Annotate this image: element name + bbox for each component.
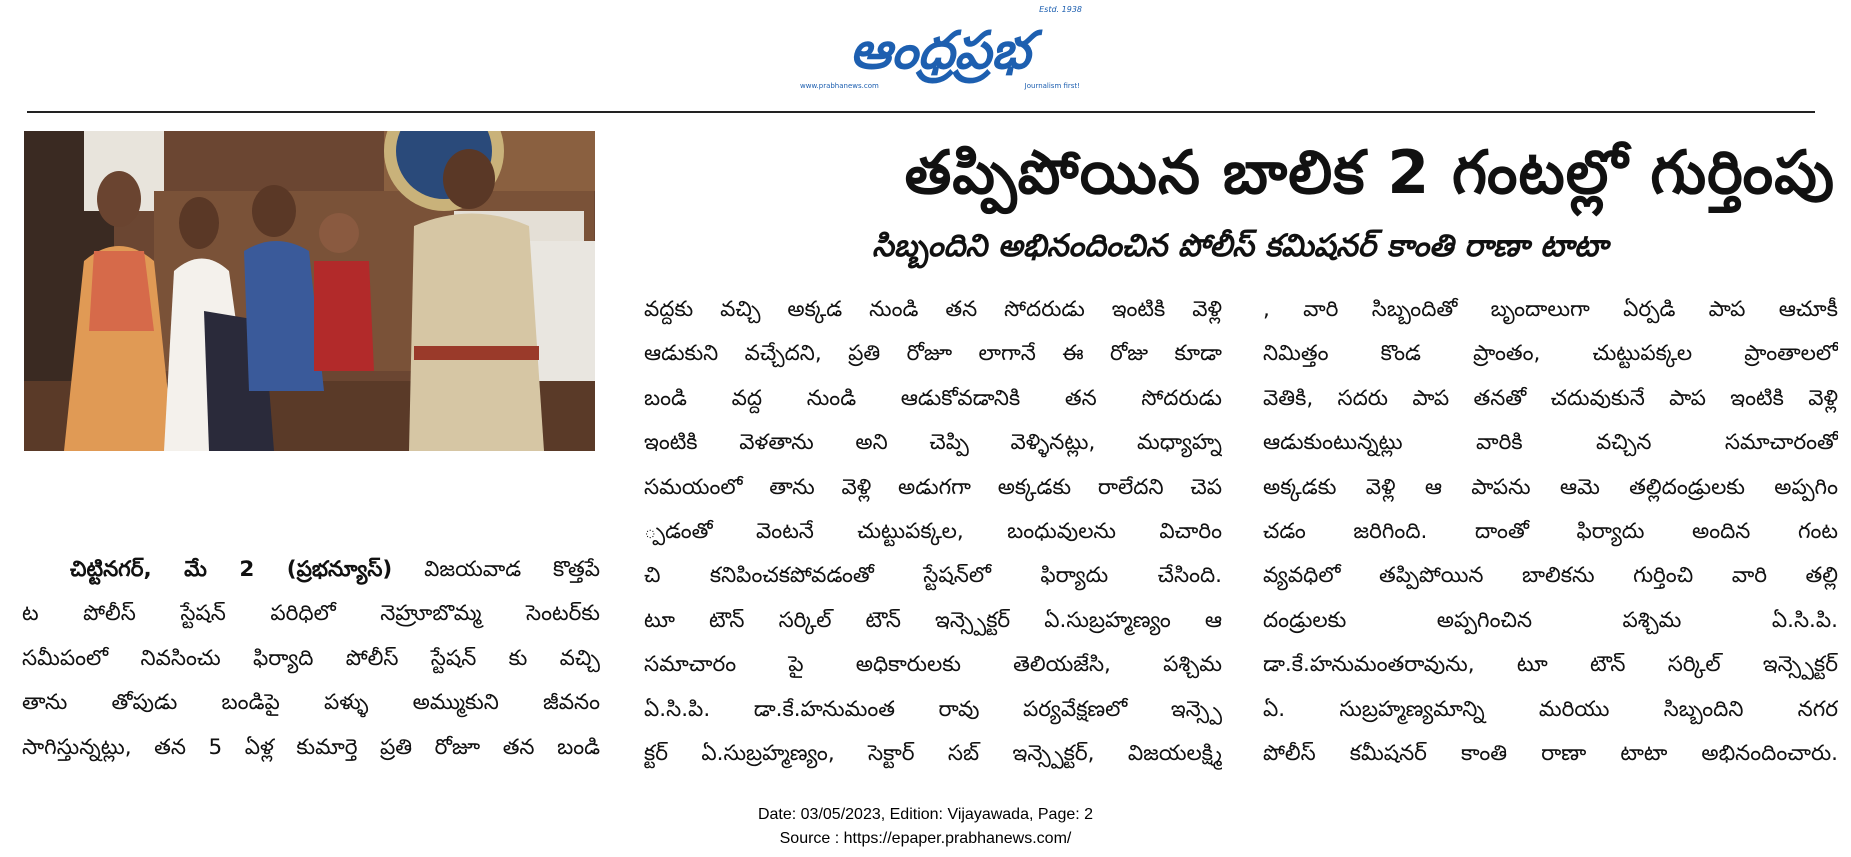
column-line: ఏ.సి.పి. డా.కే.హనుమంత రావు పర్యవేక్షణలో ఇన్స్పె	[644, 696, 1222, 722]
column-line: ఏ. సుబ్రహ్మణ్యమాన్ని మరియు సిబ్బందిని నగర	[1263, 696, 1838, 722]
article-column-3	[1263, 288, 1838, 788]
logo-wordmark: ఆంధ్రప్రభ	[849, 21, 1031, 81]
column-line: అక్కడకు వెళ్లి ఆ పాపను ఆమె తల్లిదండ్రులకు అప్పగిం	[1263, 474, 1838, 500]
column-line: వ్యవధిలో తప్పిపోయిన బాలికను గుర్తించి వారి తల్లి	[1263, 563, 1838, 589]
column-line: ్పడంతో వెంటనే చుట్టుపక్కల, బంధువులను విచారిం	[644, 518, 1222, 544]
column-line: , వారి సిబ్బందితో బృందాలుగా ఏర్పడి పాప ఆచూకీ	[1263, 297, 1838, 322]
tagline-label: Journalism first!	[1024, 82, 1080, 90]
column-line: డా.కే.హనుమంతరావును, టూ టౌన్ సర్కిల్ ఇన్స్పెక్టర్	[1263, 652, 1838, 678]
column-line: చి కనిపించకపోవడంతో స్టేషన్‌లో ఫిర్యాదు చేసింది.	[644, 563, 1222, 589]
masthead-logo	[790, 0, 1090, 92]
column-line: సాగిస్తున్నట్లు, తన 5 ఏళ్ల కుమార్తె ప్రతి రోజూ తన బండి	[22, 734, 600, 760]
column-line: టూ టౌన్ సర్కిల్ టౌన్ ఇన్స్పెక్టర్ ఏ.సుబ్రహ్మణ్యం ఆ	[644, 607, 1222, 633]
article-column-2	[644, 288, 1222, 788]
column-line: పోలీస్ కమీషనర్ కాంతి రాణా టాటా అభినందించారు.	[1263, 740, 1838, 766]
column-line: చడం జరిగింది. దాంతో ఫిర్యాదు అందిన గంట	[1263, 518, 1838, 544]
column-line: క్టర్ ఏ.సుబ్రహ్మణ్యం, సెక్టార్ సబ్ ఇన్స్పెక్టర్, విజయలక్ష్మి	[644, 740, 1222, 766]
headline: తప్పిపోయిన బాలిక 2 గంటల్లో గుర్తింపు	[904, 138, 1835, 208]
column-line: సమయంలో తాను వెళ్లి అడుగగా అక్కడకు రాలేదని చెప	[644, 474, 1222, 500]
column-line: తాను తోపుడు బండిపై పళ్ళు అమ్ముకుని జీవనం	[22, 690, 600, 716]
column-line: నిమిత్తం కొండ ప్రాంతం, చుట్టుపక్కల ప్రాంతాలలో	[1263, 341, 1838, 367]
dateline: చిట్టినగర్, మే 2 (ప్రభన్యూస్)	[70, 557, 393, 582]
subheadline: సిబ్బందిని అభినందించిన పోలీస్ కమిషనర్ కాంతి రాణా టాటా	[872, 228, 1608, 264]
column-line: వద్దకు వచ్చి అక్కడ నుండి తన సోదరుడు ఇంటికి వెళ్లి	[644, 297, 1222, 322]
column-line: దండ్రులకు అప్పగించిన పశ్చిమ ఏ.సి.పి.	[1263, 607, 1838, 633]
article-column-1	[22, 548, 600, 778]
column-line: ఆడుకుంటున్నట్లు వారికి వచ్చిన సమాచారంతో	[1263, 430, 1838, 456]
column-line: ఆడుకుని వచ్చేదని, ప్రతి రోజూ లాగానే ఈ రోజు కూడా	[644, 341, 1222, 367]
news-photo	[24, 131, 595, 451]
website-label: www.prabhanews.com	[800, 82, 879, 90]
estd-label: Estd. 1938	[1039, 5, 1082, 14]
column-line: ట పోలీస్ స్టేషన్ పరిధిలో నెహ్రూబొమ్మ సెంటర్‌కు	[22, 601, 600, 627]
column-line: చిట్టినగర్, మే 2 (ప్రభన్యూస్) విజయవాడ కొత్తపే	[70, 557, 600, 582]
column-line: వెతికి, సదరు పాప తనతో చదువుకునే పాప ఇంటికి వెళ్లి	[1263, 385, 1838, 411]
column-line: సమాచారం పై అధికారులకు తెలియజేసి, పశ్చిమ	[644, 652, 1222, 678]
source-link[interactable]: Source : https://epaper.prabhanews.com/	[779, 830, 1072, 847]
masthead-divider	[27, 111, 1815, 113]
column-line: సమీపంలో నివసించు ఫిర్యాది పోలీస్ స్టేషన్ కు వచ్చి	[22, 645, 600, 671]
edition-info: Date: 03/05/2023, Edition: Vijayawada, Page: 2	[757, 806, 1094, 823]
column-line: బండి వద్ద నుండి ఆడుకోవడానికి తన సోదరుడు	[644, 385, 1222, 411]
column-line: ఇంటికి వెళతాను అని చెప్పి వెళ్ళినట్లు, మధ్యాహ్న	[644, 430, 1222, 456]
